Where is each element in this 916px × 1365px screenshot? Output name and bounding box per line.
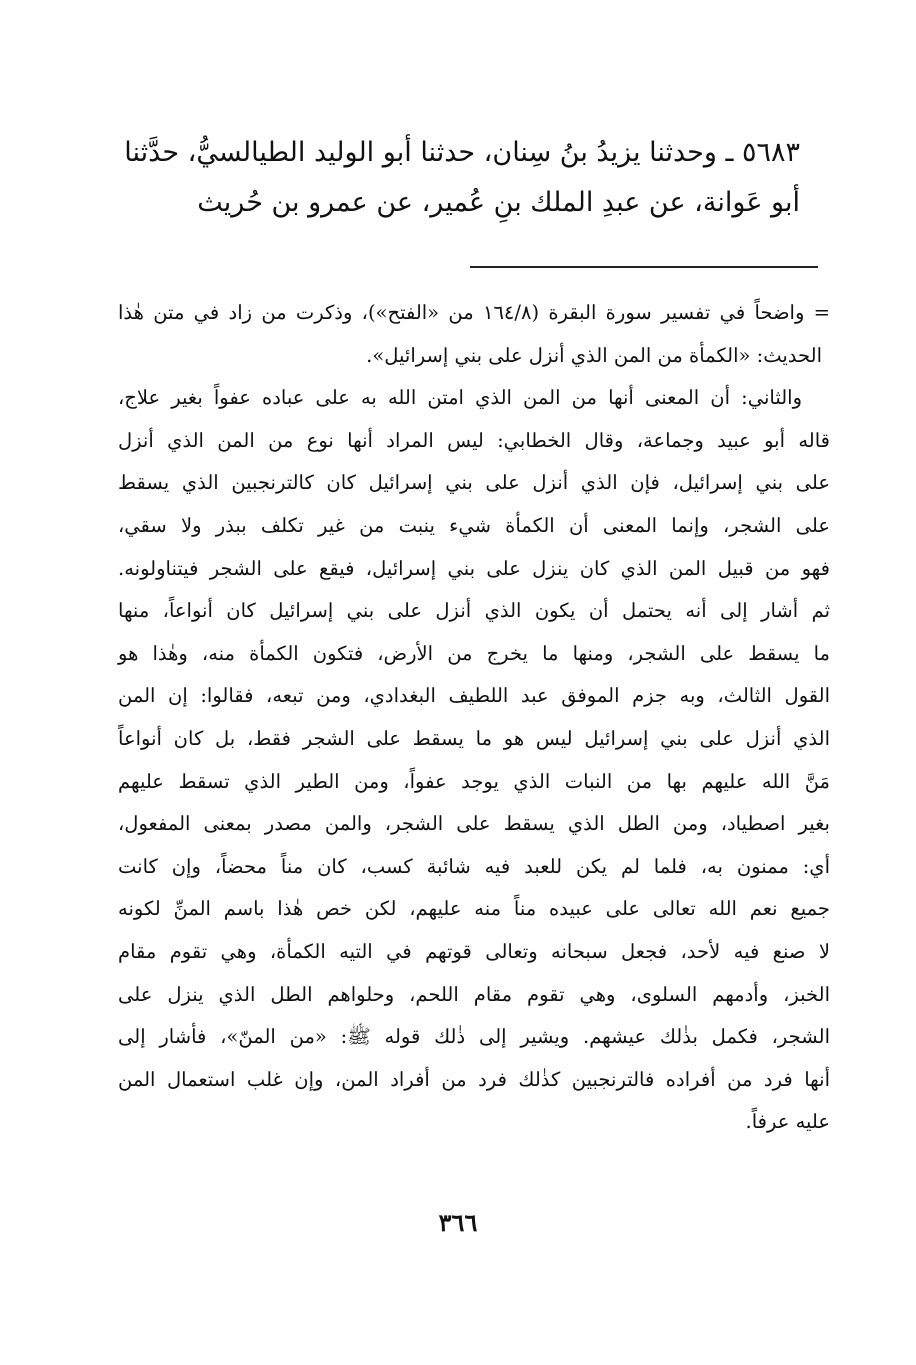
footnote-line: على الشجر، وإنما المعنى أن الكمأة شيء ينبت من غير تكلف ببذر ولا سقي، [118,513,830,537]
footnote-line: والثاني: أن المعنى أنها من المن الذي امتن الله به على عباده عفواً بغير علاج، [118,386,802,410]
footnote-line: مَنَّ الله عليهم بها من النبات الذي يوجد عفواً، ومن الطير الذي تسقط عليهم [118,769,830,793]
hadith-line: أبو عَوانة، عن عبدِ الملك بنِ عُمير، عن عمرو بن حُريث [197,187,800,218]
footnote-line: الذي أنزل على بني إسرائيل ليس هو ما يسقط على الشجر فقط، بل كان أنواعاً [118,726,830,750]
footnote-line: لا صنع فيه لأحد، فجعل سبحانه وتعالى قوتهم في التيه الكمأة، وهي تقوم مقام [118,939,830,963]
footnote-line: الشجر، فكمل بذٰلك عيشهم. ويشير إلى ذٰلك قوله ﷺ: «من المنّ»، فأشار إلى [118,1025,830,1049]
hadith-text [120,128,800,228]
footnote-line: جميع نعم الله تعالى على عبيده مناً منه عليهم، لكن خص هٰذا باسم المنِّ لكونه [118,897,830,921]
footnote-line: ما يسقط على الشجر، ومنها ما يخرج من الأرض، فتكون الكمأة منه، وهٰذا هو [118,641,830,665]
footnote-line: على بني إسرائيل، فإن الذي أنزل على بني إسرائيل كان كالترنجبين الذي يسقط [118,471,830,495]
footnote-line: القول الثالث، وبه جزم الموفق عبد اللطيف البغدادي، ومن تبعه، فقالوا: إن المن [118,684,830,708]
page-number: ٣٦٦ [438,1208,478,1237]
footnote-line: قاله أبو عبيد وجماعة، وقال الخطابي: ليس المراد أنها نوع من المن الذي أنزل [118,428,830,452]
footnote-line: الحديث: «الكمأة من المن الذي أنزل على بني إسرائيل». [366,343,822,367]
footnote-line: عليه عرفاً. [745,1110,830,1134]
footnote-line: فهو من قبيل المن الذي كان ينزل على بني إسرائيل، فيقع على الشجر فيتناولونه. [118,556,830,580]
footnote-block [118,292,830,1144]
footnote-line: بغير اصطياد، ومن الطل الذي يسقط على الشجر، والمن مصدر بمعنى المفعول، [118,812,830,836]
footnote-line: الخبز، وأدمهم السلوى، وهي تقوم مقام اللحم، وحلواهم الطل الذي ينزل على [118,982,831,1006]
footnote-separator [470,266,818,268]
footnote-line: ثم أشار إلى أنه يحتمل أن يكون الذي أنزل على بني إسرائيل كان أنواعاً، منها [118,599,830,623]
hadith-line: ٥٦٨٣ ـ وحدثنا يزيدُ بنُ سِنان، حدثنا أبو الوليد الطيالسيُّ، حدَّثنا [124,137,800,168]
footnote-line: = واضحاً في تفسير سورة البقرة (١٦٤/٨ من «الفتح»)، وذكرت من زاد في متن هٰذا [118,301,831,324]
footnote-line: أنها فرد من أفراده فالترنجبين كذٰلك فرد من أفراد المن، وإن غلب استعمال المن [118,1067,830,1091]
footnote-line: أي: ممنون به، فلما لم يكن للعبد فيه شائبة كسب، كان مناً محضاً، وإن كانت [118,854,830,878]
